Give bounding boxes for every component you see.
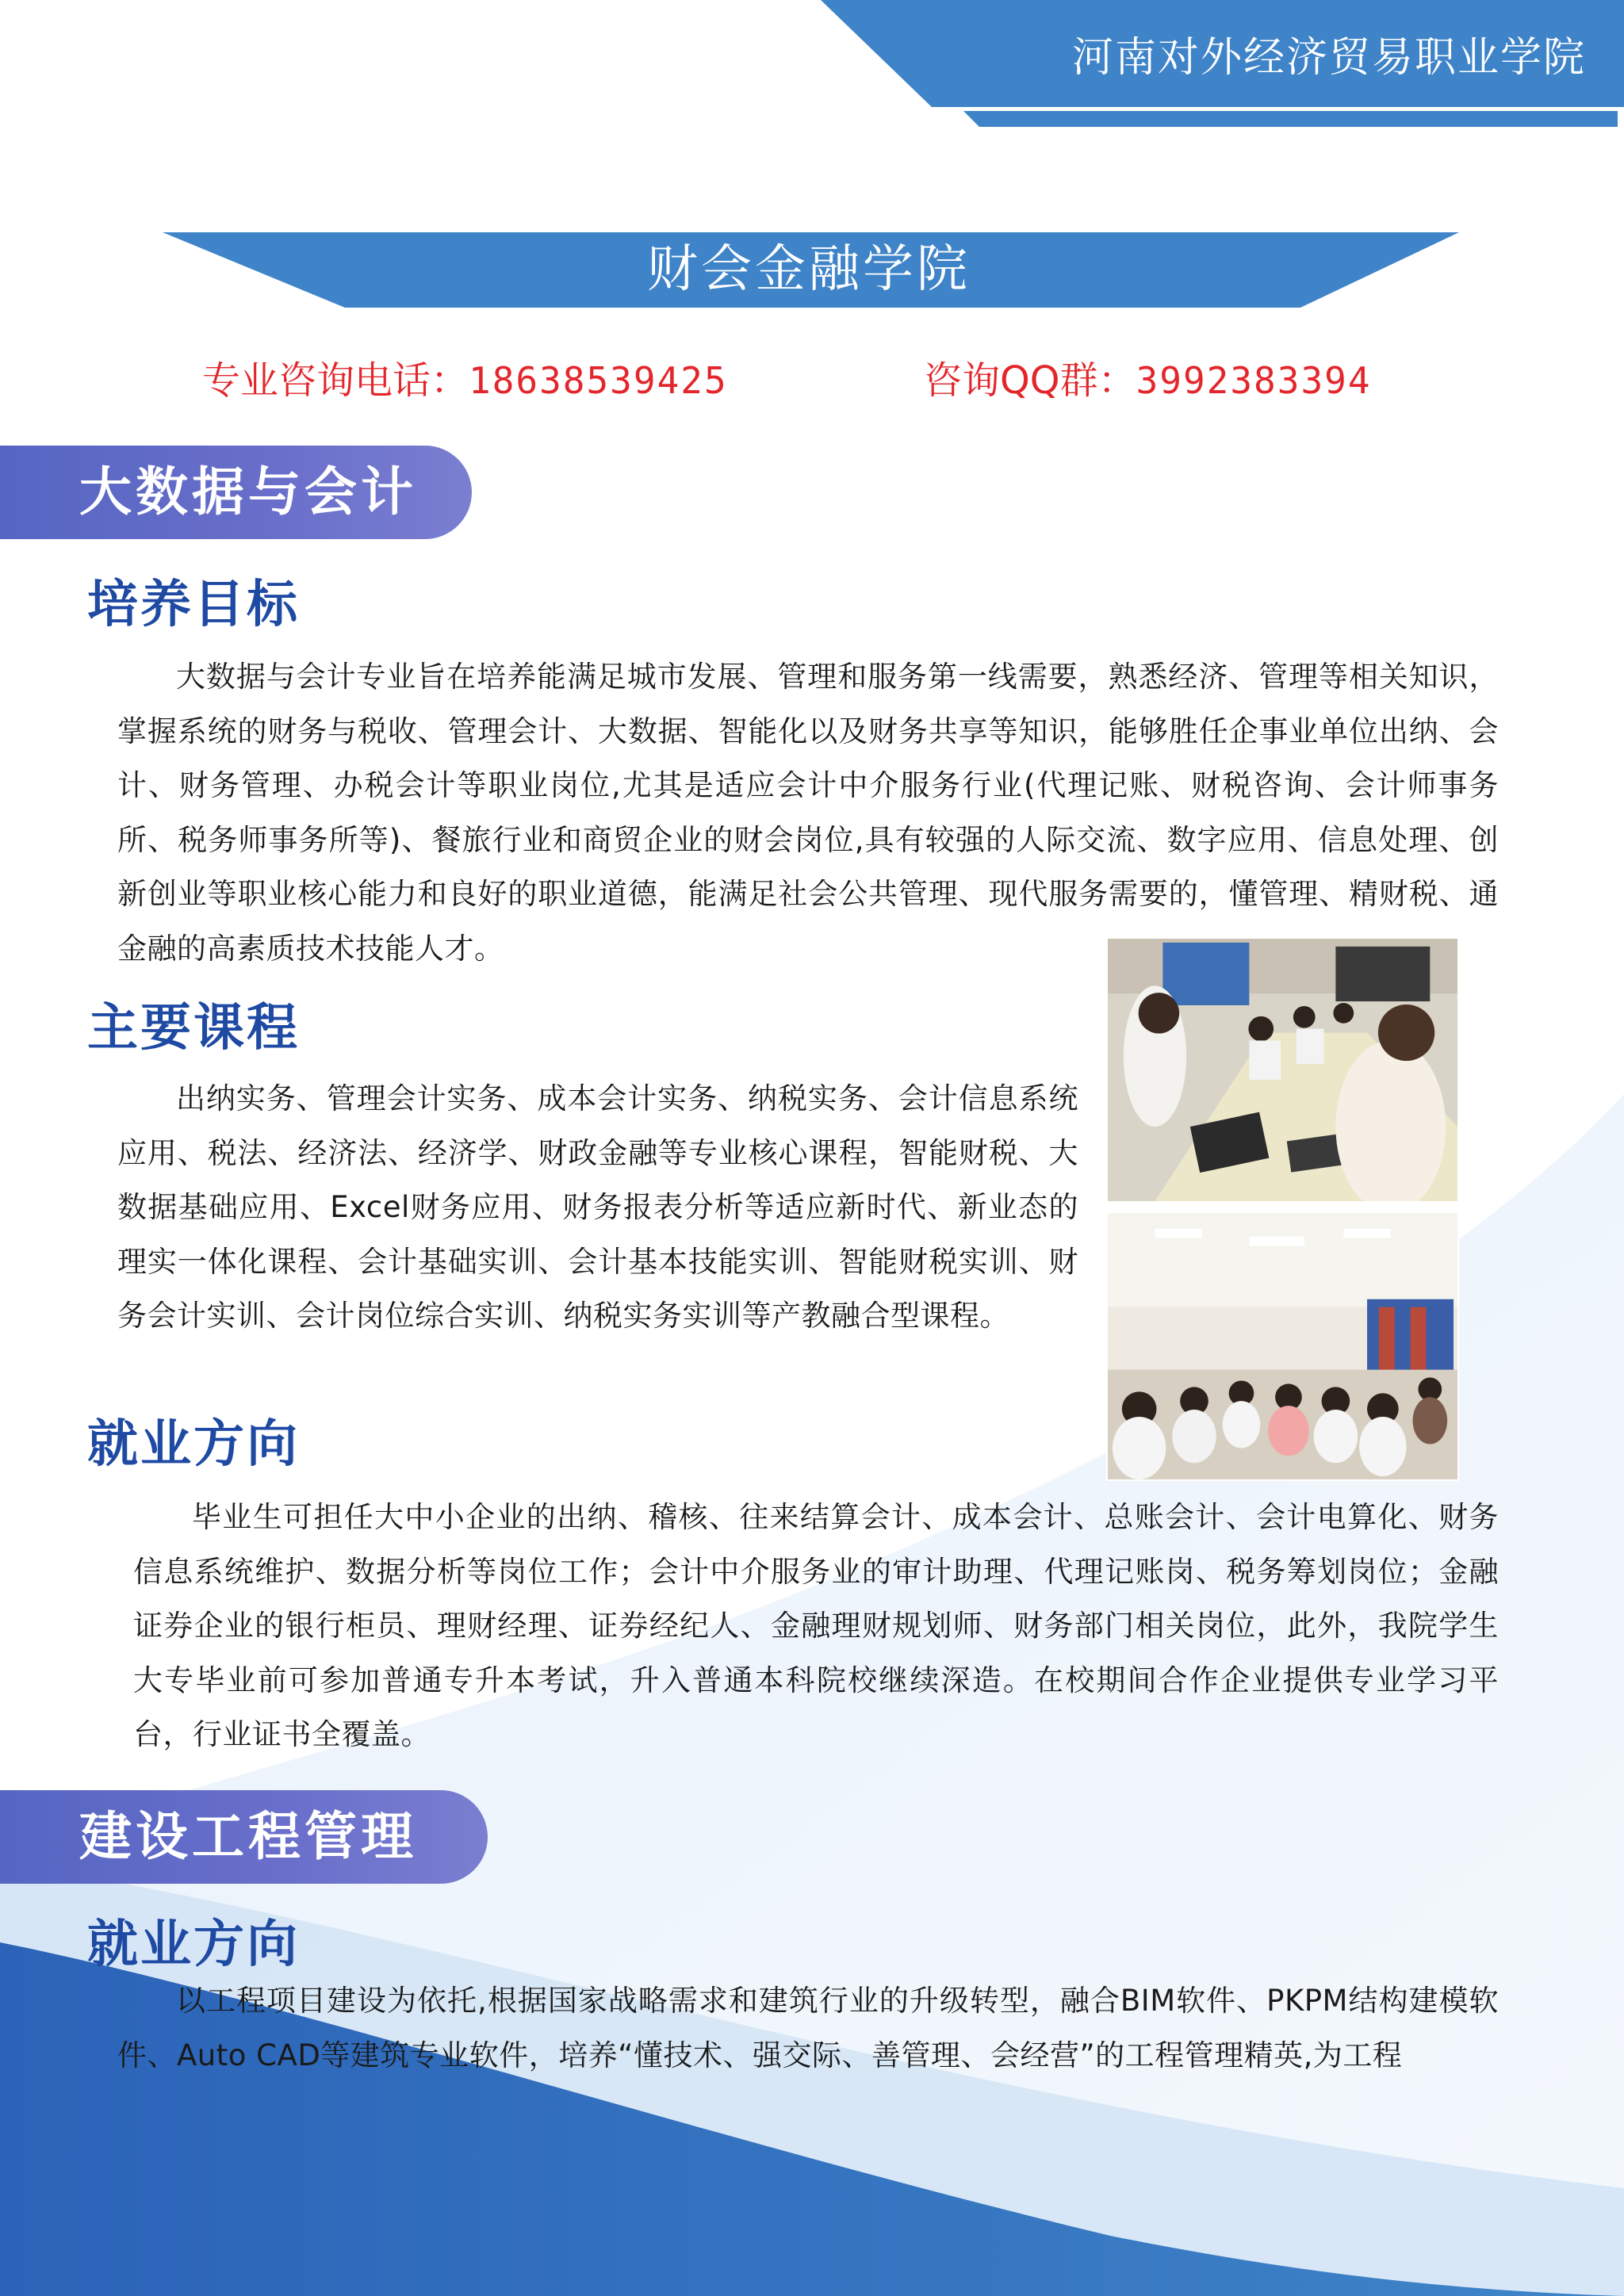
section-heading-employment-1: 就业方向 (87, 1415, 300, 1474)
major-tag-construction-management: 建设工程管理 (0, 1790, 488, 1884)
major-tag-big-data-accounting: 大数据与会计 (0, 446, 472, 539)
classroom-photo-students (1106, 1211, 1459, 1481)
section-heading-employment-2: 就业方向 (87, 1915, 300, 1974)
phone-contact (202, 353, 728, 408)
paragraph-employment-2: 以工程项目建设为依托,根据国家战略需求和建筑行业的升级转型，融合BIM软件、PKPM结构建模软件、Auto CAD等建筑专业软件，培养“懂技术、强交际、善管理、会经营”的工程管理精英,为工程 (117, 1984, 1499, 2072)
school-name: 河南对外经济贸易职业学院 (1071, 34, 1586, 82)
qq-contact (924, 353, 1372, 408)
phone-number: 18638539425 (469, 359, 728, 402)
college-title: 财会金融学院 (647, 240, 971, 299)
section-heading-main-courses: 主要课程 (87, 999, 300, 1058)
paragraph-employment-1: 毕业生可担任大中小企业的出纳、稽核、往来结算会计、成本会计、总账会计、会计电算化、财务信息系统维护、数据分析等岗位工作；会计中介服务业的审计助理、代理记账岗、税务筹划岗位；金融证券企业的银行柜员、理财经理、证券经纪人、金融理财规划师、财务部门相关岗位，此外，我院学生大专毕业前可参加普通专升本考试，升入普通本科院校继续深造。在校期间合作企业提供专业学习平台，行业证书全覆盖。 (133, 1500, 1499, 1751)
paragraph-training-goal: 大数据与会计专业旨在培养能满足城市发展、管理和服务第一线需要，熟悉经济、管理等相关知识，掌握系统的财务与税收、管理会计、大数据、智能化以及财务共享等知识，能够胜任企事业单位出纳、会计、财务管理、办税会计等职业岗位,尤其是适应会计中介服务行业(代理记账、财税咨询、会计师事务所、税务师事务所等)、餐旅行业和商贸企业的财会岗位,具有较强的人际交流、数字应用、信息处理、创新创业等职业核心能力和良好的职业道德，能满足社会公共管理、现代服务需要的，懂管理、精财税、通金融的高素质技术技能人才。 (117, 660, 1499, 966)
classroom-photo-practice (1106, 937, 1459, 1203)
paragraph-main-courses: 出纳实务、管理会计实务、成本会计实务、纳税实务、会计信息系统应用、税法、经济法、经济学、财政金融等专业核心课程，智能财税、大数据基础应用、Excel财务应用、财务报表分析等适应新时代、新业态的理实一体化课程、会计基础实训、会计基本技能实训、智能财税实训、财务会计实训、会计岗位综合实训、纳税实务实训等产教融合型课程。 (117, 1081, 1078, 1333)
section-heading-training-goal: 培养目标 (87, 576, 300, 634)
phone-label: 专业咨询电话： (202, 358, 469, 403)
qq-number: 3992383394 (1136, 359, 1372, 402)
qq-label: 咨询QQ群： (924, 358, 1136, 403)
